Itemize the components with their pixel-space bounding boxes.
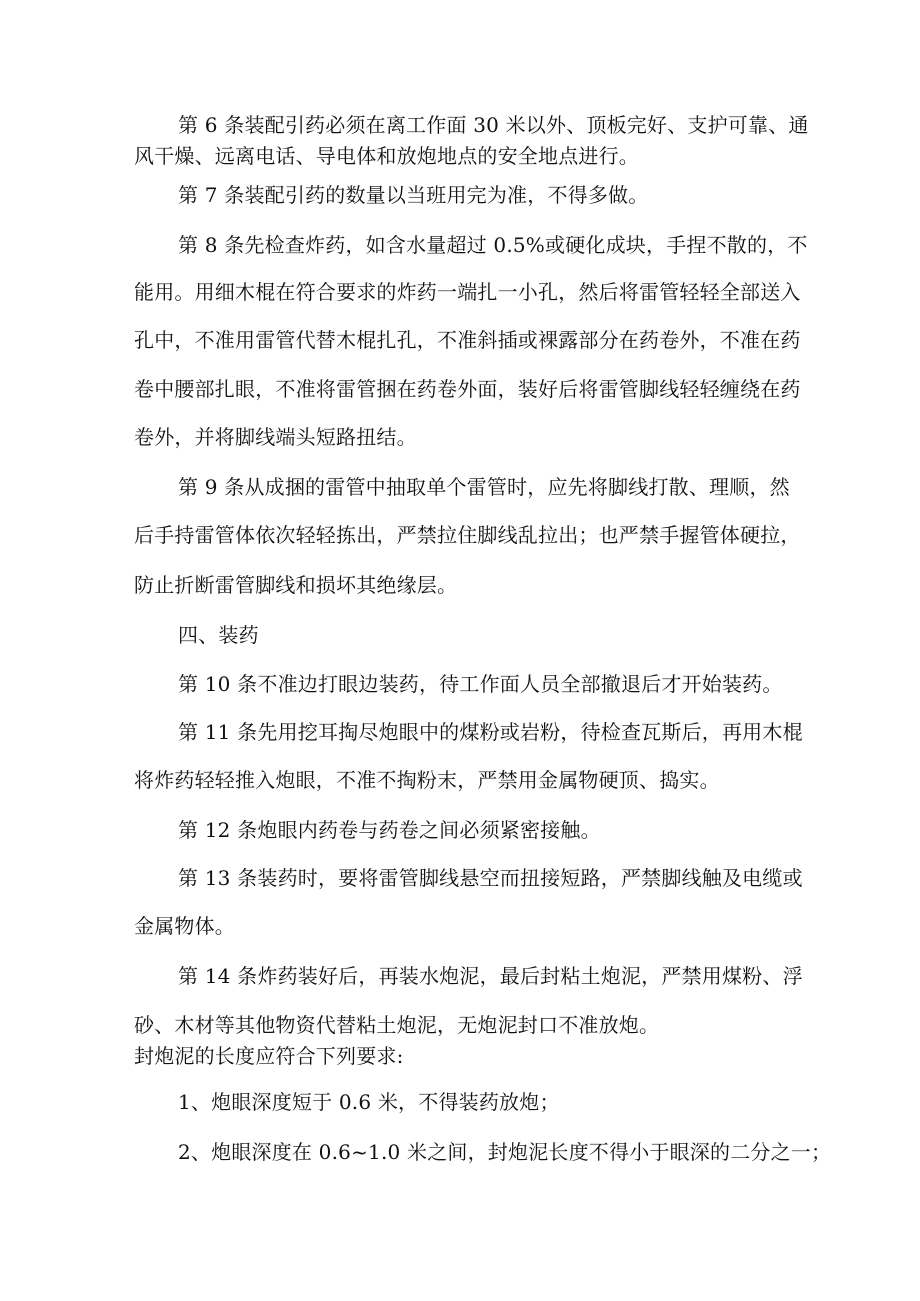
rule-13-line-1: 第 13 条装药时，要将雷管脚线悬空而扭接短路，严禁脚线触及电缆或 — [178, 866, 803, 890]
rule-6-line-1: 第 6 条装配引药必须在离工作面 30 米以外、顶板完好、支护可靠、通 — [178, 113, 809, 137]
rule-11-line-2: 将炸药轻轻推入炮眼，不准不掏粉末，严禁用金属物硬顶、捣实。 — [134, 768, 720, 792]
stemming-requirements-intro: 封炮泥的长度应符合下列要求: — [134, 1044, 404, 1068]
section-heading-charging: 四、装药 — [178, 623, 259, 647]
rule-8-line-4: 卷中腰部扎眼，不准将雷管捆在药卷外面，装好后将雷管脚线轻轻缠绕在药 — [134, 377, 801, 401]
rule-9-line-3: 防止折断雷管脚线和损坏其绝缘层。 — [134, 573, 458, 597]
rule-8-line-1: 第 8 条先检查炸药，如含水量超过 0.5%或硬化成块，手捏不散的，不 — [178, 233, 808, 257]
rule-13-line-2: 金属物体。 — [134, 914, 235, 938]
rule-11-line-1: 第 11 条先用挖耳掏尽炮眼中的煤粉或岩粉，待检查瓦斯后，再用木棍 — [178, 720, 803, 744]
requirement-item-1: 1、炮眼深度短于 0.6 米，不得装药放炮； — [178, 1090, 560, 1114]
rule-14-line-1: 第 14 条炸药装好后，再装水炮泥，最后封粘土炮泥，严禁用煤粉、浮 — [178, 964, 803, 988]
rule-12-line-1: 第 12 条炮眼内药卷与药卷之间必须紧密接触。 — [178, 818, 601, 842]
rule-10-line-1: 第 10 条不准边打眼边装药，待工作面人员全部撤退后才开始装药。 — [178, 672, 783, 696]
rule-7-line-1: 第 7 条装配引药的数量以当班用完为准，不得多做。 — [178, 183, 649, 207]
rule-8-line-2: 能用。用细木棍在符合要求的炸药一端扎一小孔，然后将雷管轻轻全部送入 — [134, 280, 801, 304]
rule-6-line-2: 风干燥、远离电话、导电体和放炮地点的安全地点进行。 — [134, 144, 639, 168]
rule-8-line-5: 卷外，并将脚线端头短路扭结。 — [134, 425, 417, 449]
rule-9-line-1: 第 9 条从成捆的雷管中抽取单个雷管时，应先将脚线打散、理顺，然 — [178, 475, 790, 499]
rule-8-line-3: 孔中，不准用雷管代替木棍扎孔，不准斜插或裸露部分在药卷外，不准在药 — [134, 328, 801, 352]
requirement-item-2: 2、炮眼深度在 0.6~1.0 米之间，封炮泥长度不得小于眼深的二分之一； — [178, 1140, 832, 1164]
rule-9-line-2: 后手持雷管体依次轻轻拣出，严禁拉住脚线乱拉出；也严禁手握管体硬拉， — [134, 523, 801, 547]
rule-14-line-2: 砂、木材等其他物资代替粘土炮泥，无炮泥封口不准放炮。 — [134, 1013, 660, 1037]
